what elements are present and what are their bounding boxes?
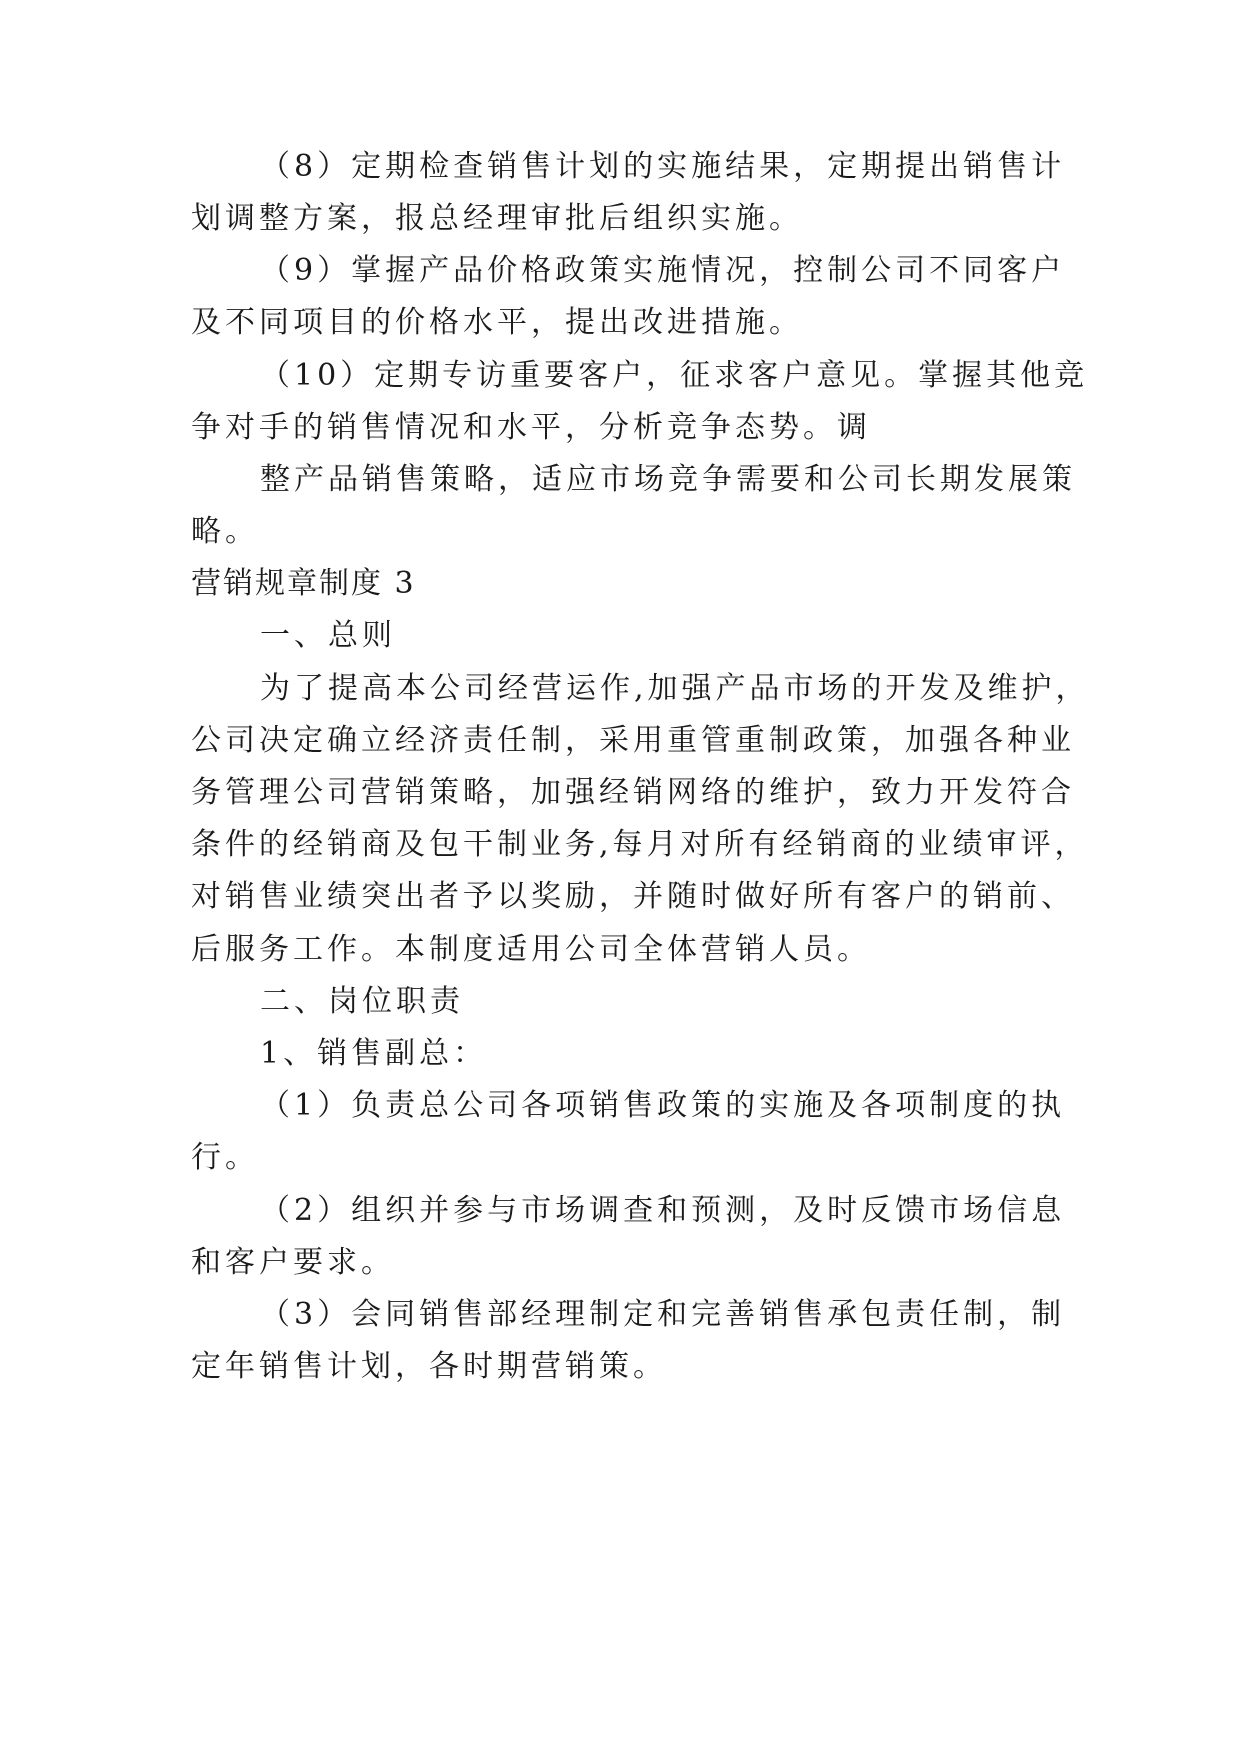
duty-3-line-2: 定年销售计划，各时期营销策。 [191, 1349, 667, 1384]
heading-sales-vp: 1、销售副总： [260, 1036, 488, 1071]
duty-1-line-1: （1）负责总公司各项销售政策的实施及各项制度的执 [260, 1088, 1066, 1123]
section-heading: 营销规章制度 3 [191, 566, 416, 601]
paragraph-general-line-5: 对销售业绩突出者予以奖励，并随时做好所有客户的销前、 [191, 879, 1075, 914]
paragraph-general-line-4: 条件的经销商及包干制业务,每月对所有经销商的业绩审评， [191, 827, 1089, 862]
duty-2-line-2: 和客户要求。 [191, 1245, 395, 1280]
paragraph-8-line-2: 划调整方案，报总经理审批后组织实施。 [191, 201, 803, 236]
paragraph-10-line-2: 争对手的销售情况和水平，分析竞争态势。调 [191, 410, 871, 445]
duty-2-line-1: （2）组织并参与市场调查和预测，及时反馈市场信息 [260, 1193, 1066, 1228]
duty-1-line-2: 行。 [191, 1140, 259, 1175]
paragraph-8-line-1: （8）定期检查销售计划的实施结果，定期提出销售计 [260, 149, 1066, 184]
paragraph-general-line-1: 为了提高本公司经营运作,加强产品市场的开发及维护， [260, 671, 1090, 706]
paragraph-strategy-line-2: 略。 [191, 514, 259, 549]
duty-3-line-1: （3）会同销售部经理制定和完善销售承包责任制，制 [260, 1297, 1066, 1332]
heading-job-duties: 二、岗位职责 [260, 984, 464, 1019]
paragraph-9-line-1: （9）掌握产品价格政策实施情况，控制公司不同客户 [260, 253, 1066, 288]
paragraph-general-line-2: 公司决定确立经济责任制，采用重管重制政策，加强各种业 [191, 723, 1075, 758]
paragraph-general-line-6: 后服务工作。本制度适用公司全体营销人员。 [191, 932, 871, 967]
paragraph-strategy-line-1: 整产品销售策略，适应市场竞争需要和公司长期发展策 [260, 462, 1076, 497]
heading-general-principles: 一、总则 [260, 618, 396, 653]
paragraph-general-line-3: 务管理公司营销策略，加强经销网络的维护，致力开发符合 [191, 775, 1075, 810]
paragraph-9-line-2: 及不同项目的价格水平，提出改进措施。 [191, 305, 803, 340]
paragraph-10-line-1: （10）定期专访重要客户，征求客户意见。掌握其他竞 [260, 358, 1089, 393]
